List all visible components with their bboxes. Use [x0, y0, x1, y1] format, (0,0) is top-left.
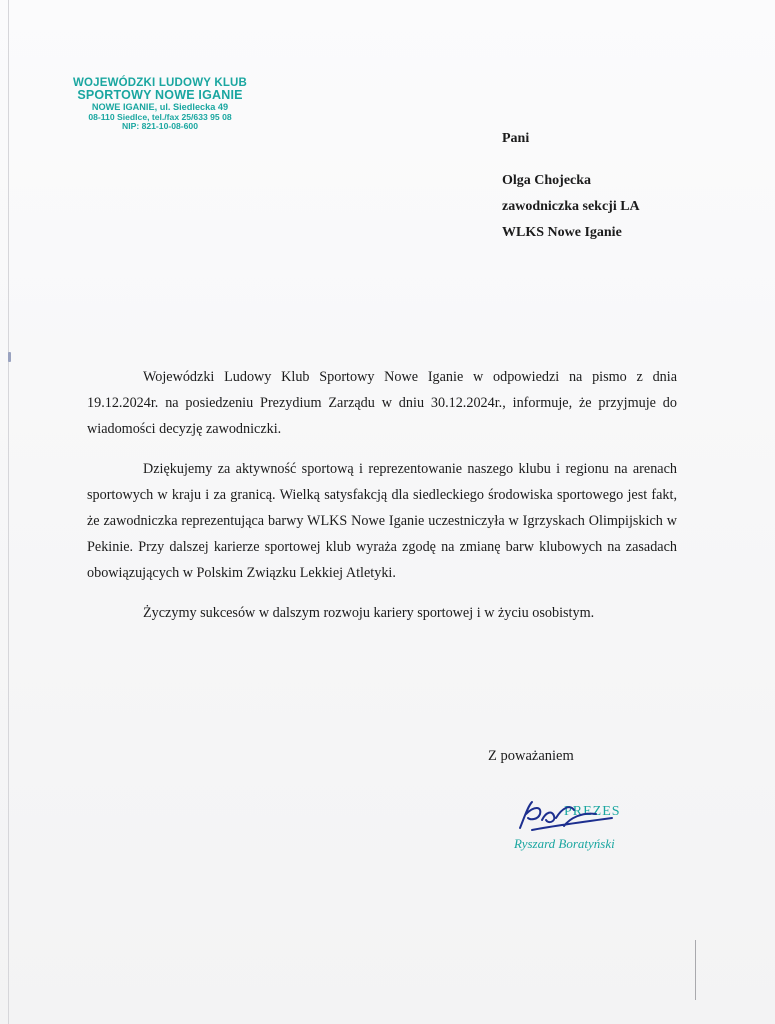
addressee-club: WLKS Nowe Iganie — [502, 225, 622, 240]
stamp-line: WOJEWÓDZKI LUDOWY KLUB — [72, 77, 248, 89]
stamp-line: 08-110 Siedlce, tel./fax 25/633 95 08 — [88, 111, 232, 122]
stamp-line: SPORTOWY NOWE IGANIE — [77, 88, 243, 103]
stamp-line: NOWE IGANIE, ul. Siedlecka 49 — [91, 102, 229, 113]
paragraph: Wojewódzki Ludowy Klub Sportowy Nowe Iganie w odpowiedzi na pismo z dnia 19.12.2024r. na posiedzeniu Prezydium Zarządu w dniu 30.12.2024r., informuje, że przyjmuje do wiadomości decyzję zawodniczki. — [87, 369, 677, 437]
club-stamp — [70, 77, 250, 131]
punch-hole-mark — [8, 352, 11, 362]
page-edge-line — [8, 0, 9, 1024]
salutation: Pani — [502, 131, 530, 146]
paragraph: Życzymy sukcesów w dalszym rozwoju kariery sportowej i w życiu osobistym. — [143, 605, 595, 621]
signer-name-stamp: Ryszard Boratyński — [514, 836, 615, 851]
signer-title-stamp: PREZES — [564, 804, 621, 819]
signature-block — [512, 796, 652, 866]
closing-regards: Z poważaniem — [488, 748, 574, 764]
addressee-block — [502, 126, 640, 246]
handwritten-signature — [512, 796, 622, 836]
addressee-name: Olga Chojecka — [502, 173, 592, 188]
scan-mark — [695, 940, 696, 1000]
stamp-line: NIP: 821-10-08-600 — [122, 120, 198, 131]
paragraph: Dziękujemy za aktywność sportową i reprezentowanie naszego klubu i regionu na arenach sportowych w kraju i za granicą. Wielką satysfakcją dla siedleckiego środowiska sportowego jest fakt, że zawodniczka reprezentująca barwy WLKS Nowe Iganie uczestniczyła w Igrzyskach Olimpijskich w Pekinie. Przy dalszej karierze sportowej klub wyraża zgodę na zmianę barw klubowych na zasadach obowiązujących w Polskim Związku Lekkiej Atletyki. — [87, 461, 677, 581]
addressee-role: zawodniczka sekcji LA — [502, 199, 640, 214]
letter-body — [87, 364, 677, 640]
